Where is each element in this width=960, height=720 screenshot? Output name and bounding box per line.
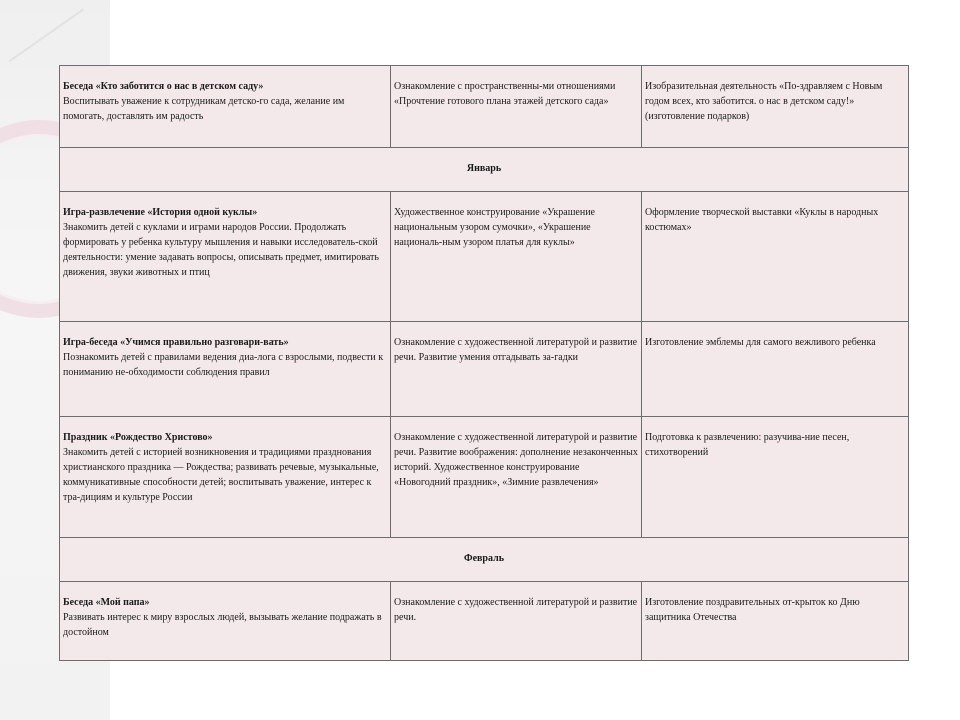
event-description: Знакомить детей с историей возникновения и традициями празднования христианского праздника — Рождества; развивать речевые, музыкальные, коммуникативные способности детей; воспитывать уважение, интерес к тра-дициям и культуре России [63, 447, 382, 503]
table-row [60, 417, 909, 538]
month-heading-february: Февраль [60, 538, 909, 582]
event-title: Игра-развлечение «История одной куклы» [63, 207, 258, 218]
event-description: Развивать интерес к миру взрослых людей, вызывать желание подражать в достойном [63, 612, 382, 638]
event-title: Беседа «Кто заботится о нас в детском саду» [63, 81, 264, 92]
activity-cell: Художественное конструирование «Украшение национальным узором сумочки», «Украшение националь-ным узором платья для куклы» [391, 192, 642, 322]
table-row [60, 322, 909, 417]
month-row [60, 538, 909, 582]
event-cell [60, 66, 391, 148]
event-cell [60, 417, 391, 538]
work-cell: Подготовка к развлечению: разучива-ние песен, стихотворений [642, 417, 909, 538]
work-cell: Оформление творческой выставки «Куклы в народных костюмах» [642, 192, 909, 322]
event-cell [60, 322, 391, 417]
event-title: Беседа «Мой папа» [63, 597, 150, 608]
event-title: Игра-беседа «Учимся правильно разговари-вать» [63, 337, 289, 348]
work-cell: Изготовление эмблемы для самого вежливого ребенка [642, 322, 909, 417]
activity-cell: Ознакомление с художественной литературой и развитие речи. Развитие воображения: дополнение незаконченных историй. Художественное конструирование «Новогодний праздник», «Зимние развлечения» [391, 417, 642, 538]
work-cell: Изготовление поздравительных от-крыток ко Дню защитника Отечества [642, 582, 909, 661]
event-description: Познакомить детей с правилами ведения диа-лога с взрослыми, подвести к пониманию не-обходимости соблюдения правил [63, 352, 384, 378]
work-cell: Изобразительная деятельность «По-здравляем с Новым годом всех, кто заботится. о нас в детском саду!» (изготовление подарков) [642, 66, 909, 148]
month-row [60, 148, 909, 192]
activity-cell: Ознакомление с художественной литературой и развитие речи. Развитие умения отгадывать за-гадки [391, 322, 642, 417]
event-description: Знакомить детей с куклами и играми народов России. Продолжать формировать у ребенка культуру мышления и навыки исследователь-ской деятельности: умение задавать вопросы, описывать предмет, имитировать движения, звуки животных и птиц [63, 222, 379, 278]
table-row [60, 66, 909, 148]
activity-cell: Ознакомление с художественной литературой и развитие речи. [391, 582, 642, 661]
activity-plan-table [59, 65, 909, 661]
table-row [60, 192, 909, 322]
event-cell [60, 582, 391, 661]
table-row [60, 582, 909, 661]
event-cell [60, 192, 391, 322]
event-title: Праздник «Рождество Христово» [63, 432, 213, 443]
event-description: Воспитывать уважение к сотрудникам детско-го сада, желание им помогать, доставлять им радость [63, 96, 345, 122]
month-heading-january: Январь [60, 148, 909, 192]
activity-cell: Ознакомление с пространственны-ми отношениями «Прочтение готового плана этажей детского сада» [391, 66, 642, 148]
